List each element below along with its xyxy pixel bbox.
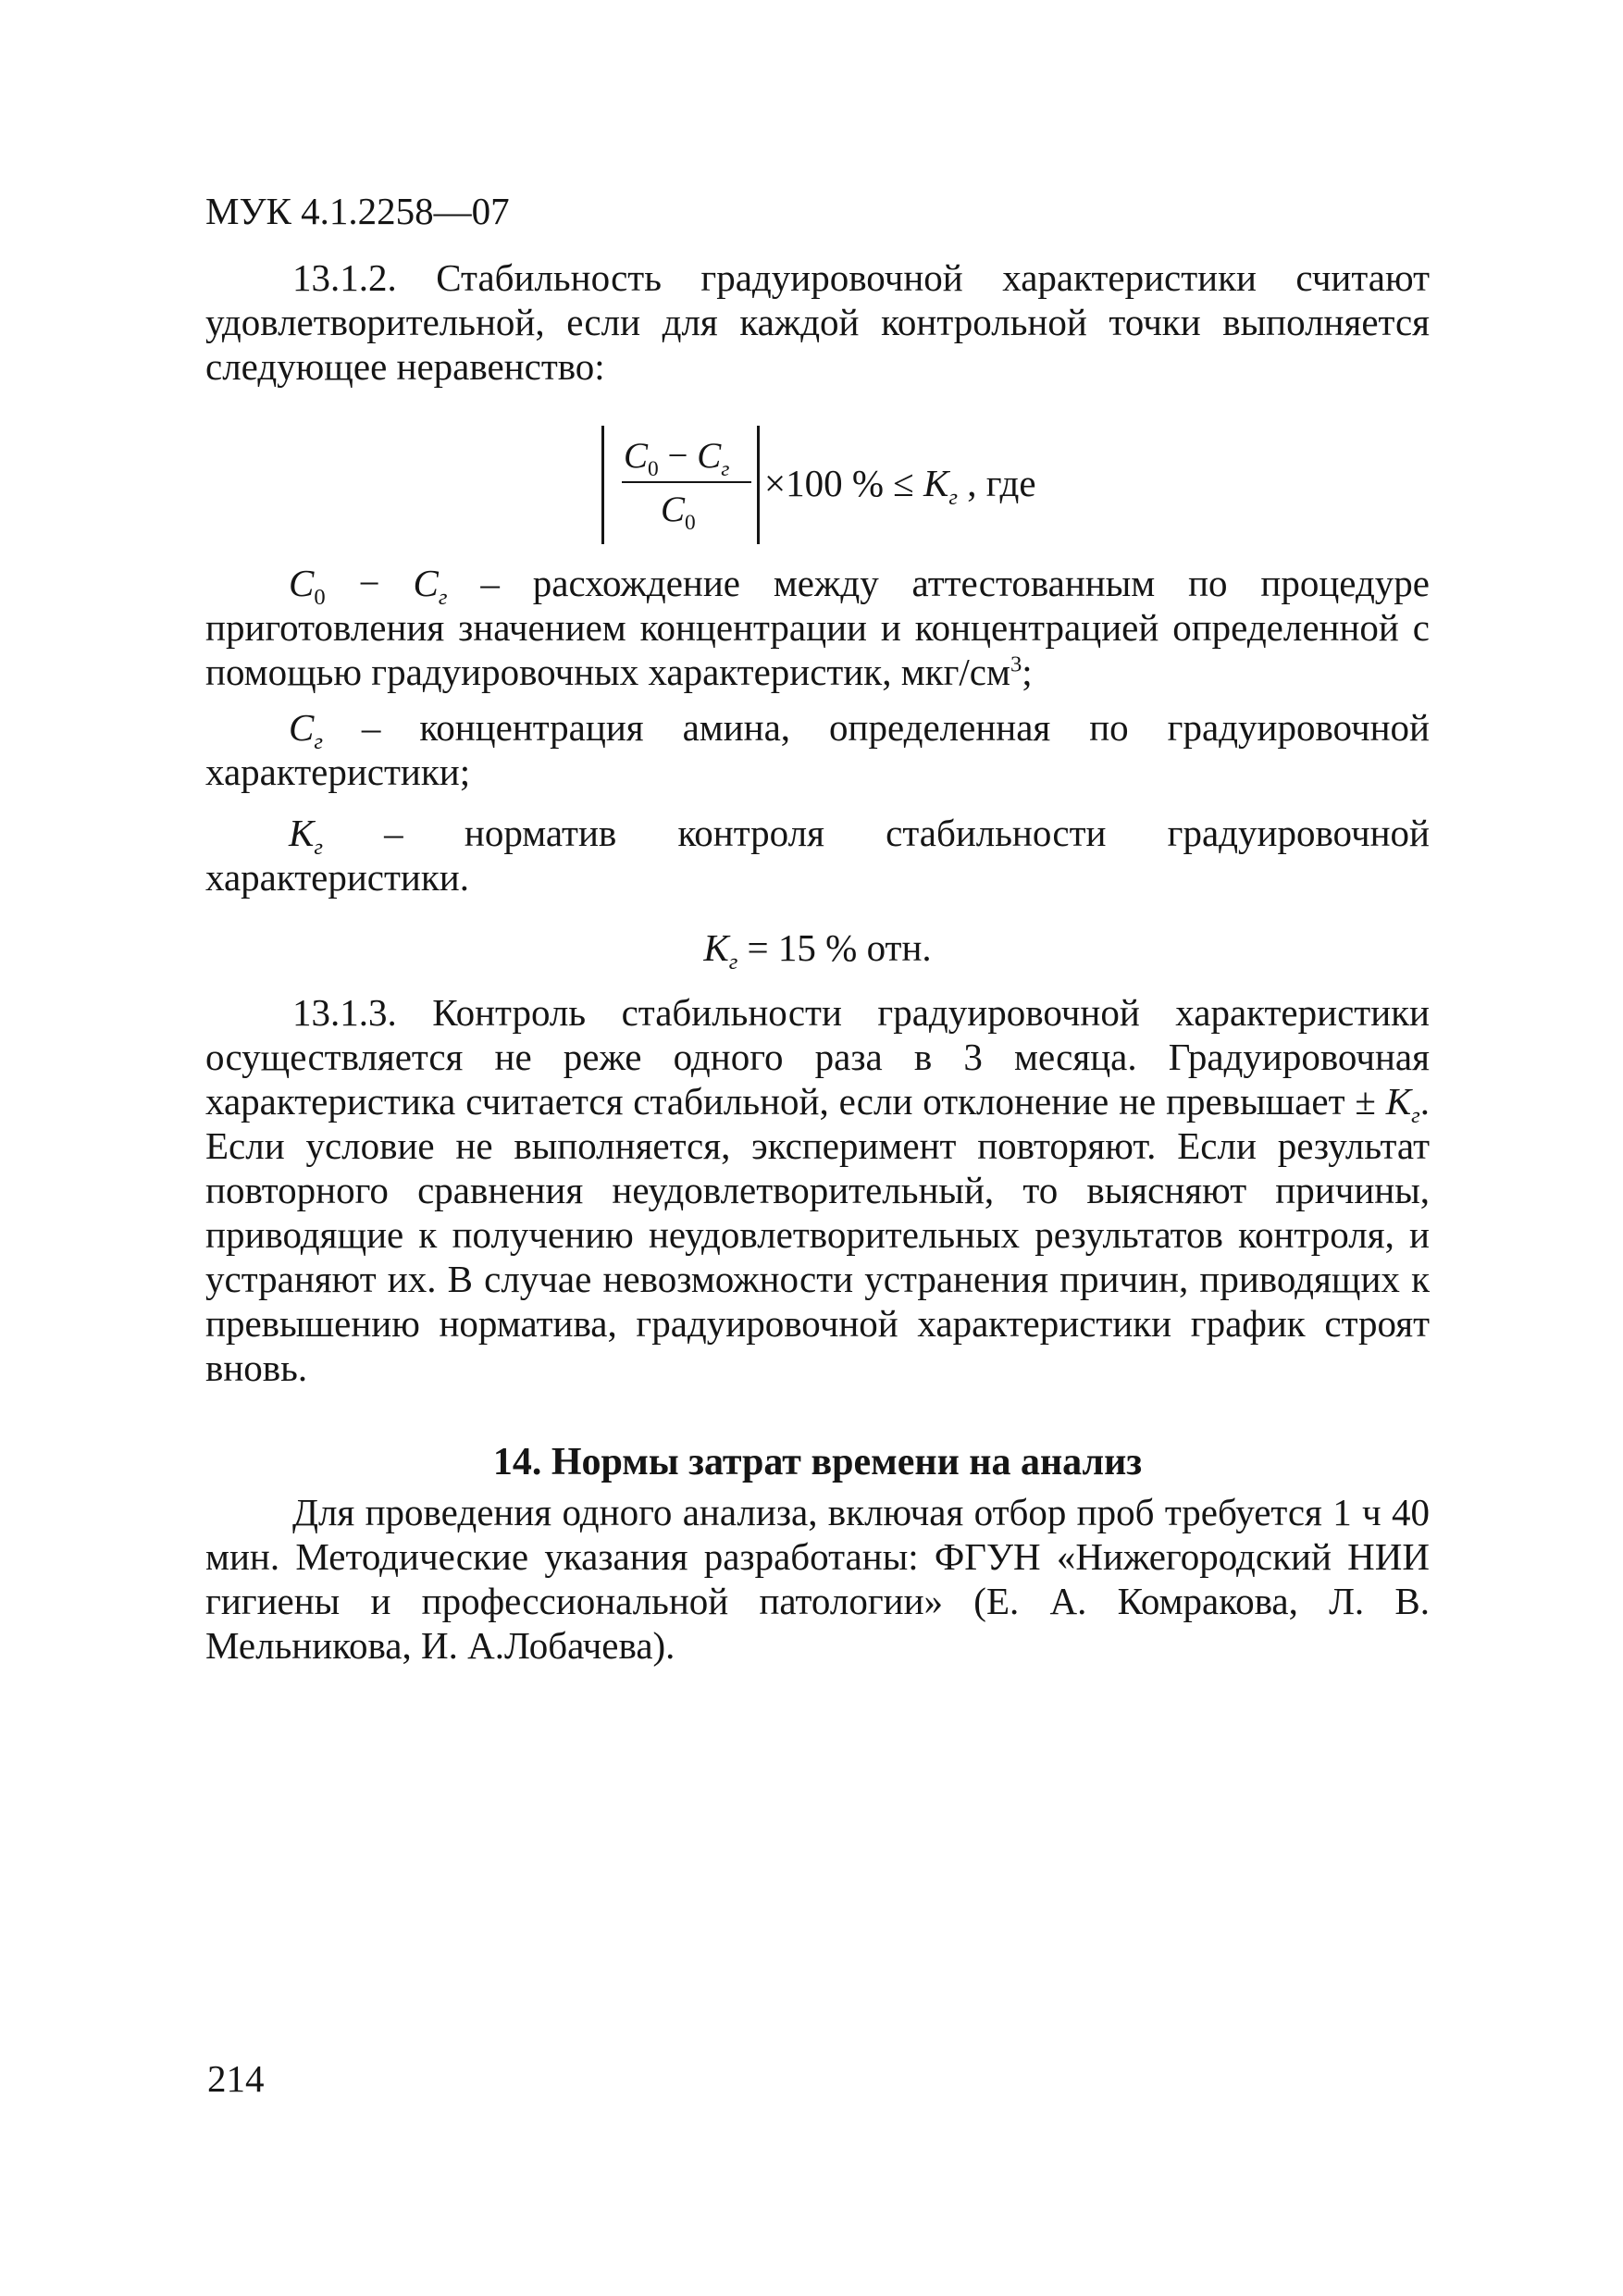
running-header: МУК 4.1.2258—07 (205, 190, 510, 232)
page-number: 214 (207, 2057, 265, 2100)
stability-formula (601, 426, 1083, 544)
kg-value-formula: $K_г = 15$ % отн. (703, 926, 932, 975)
definition-cg: $C_г$ – концентрация амина, определенная по градуировочной характеристики; (205, 706, 1430, 793)
definition-kg: $K_г$ – норматив контроля стабильности градуировочной характеристики. (205, 812, 1430, 899)
fraction-bar (622, 481, 751, 483)
definition-difference: $C_0 - C_г$ – расхождение между аттестованным по процедуре приготовления значением концентрации и концентрацией определенной с помощью градуировочных характеристик, мкг/$см^3$; (205, 562, 1431, 693)
formula-denominator: $C_0$ (661, 490, 696, 535)
paragraph-13-1-2: 13.1.2. Стабильность градуировочной характеристики считают удовлетворительной, если для каждой контрольной точки выполняется следующее неравенство: (205, 256, 1430, 388)
paragraph-13-1-3: 13.1.3. Контроль стабильности градуировочной характеристики осуществляется не реже одного раза в 3 месяца. Градуировочная характеристика считается стабильной, если отклонение не превышает ± $K_г$. Если условие не выполняется, эксперимент повторяют. Если результат повторного сравнения неудовлетворительный, то выясняют причины, приводящие к получению неудовлетворительных результатов контроля, и устраняют их. В случае невозможности устранения причин, приводящих к превышению норматива, градуировочной характеристики график строят вновь. (205, 991, 1430, 1389)
abs-bar-left (601, 426, 604, 544)
paragraph-section-14: Для проведения одного анализа, включая отбор проб требуется 1 ч 40 мин. Методические указания разработаны: ФГУН «Нижегородский НИИ гигиены и профессиональной патологии» (Е. А. Комракова, Л. В. Мельникова, И. А.Лобачева). (205, 1491, 1430, 1667)
formula-inequality: ×100 % ≤ $K_г$ , где (764, 462, 1036, 511)
abs-bar-right (757, 426, 760, 544)
section-14-heading: 14. Нормы затрат времени на анализ (492, 1441, 1143, 1483)
formula-numerator: $C_0 - C_г$ (624, 436, 730, 481)
